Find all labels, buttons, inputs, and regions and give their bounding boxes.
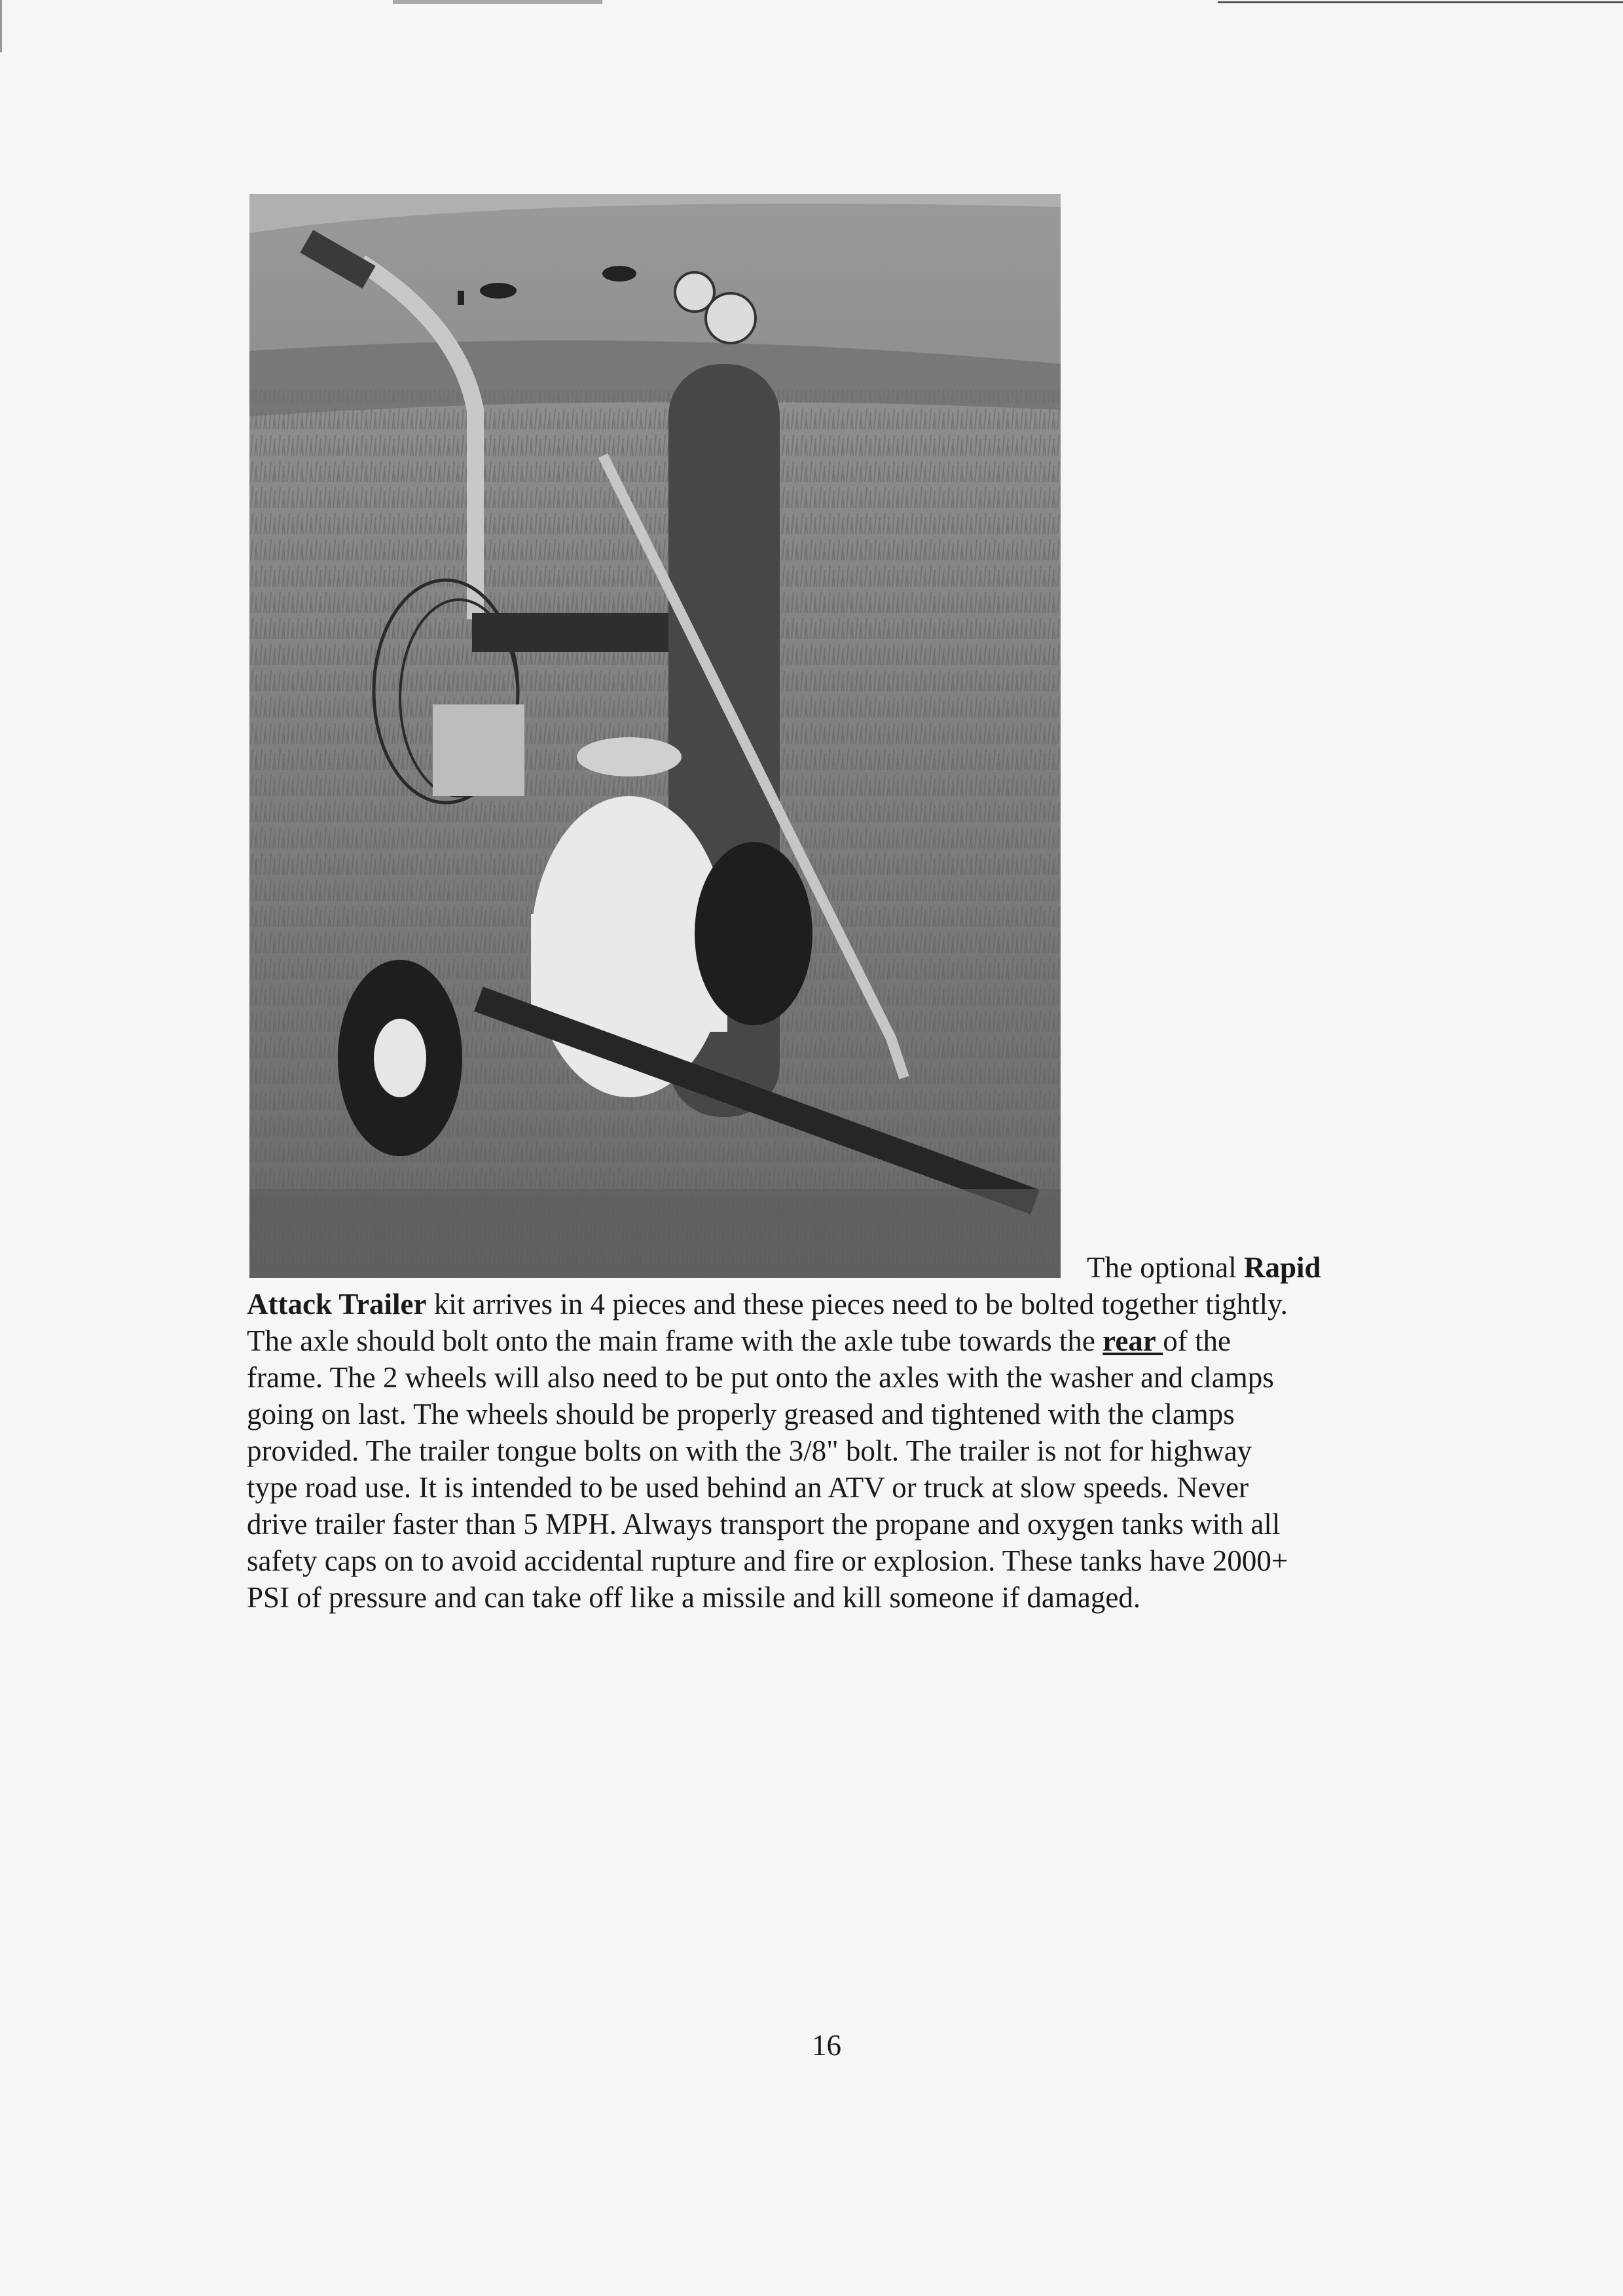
paragraph-line-2-end: of the bbox=[1163, 1324, 1231, 1357]
paragraph-line-5: provided. The trailer tongue bolts on with the 3/8" bolt. The trailer is not for highway bbox=[247, 1434, 1252, 1467]
paragraph-line-2-text: The axle should bolt onto the main frame with the axle tube towards the bbox=[247, 1324, 1103, 1357]
paragraph-line-8: safety caps on to avoid accidental rupture and fire or explosion. These tanks have 2000+ bbox=[247, 1544, 1288, 1577]
paragraph-line-3: frame. The 2 wheels will also need to be put onto the axles with the washer and clamps bbox=[247, 1361, 1274, 1394]
page-number: 16 bbox=[812, 2029, 841, 2062]
paragraph-line-0 bbox=[1087, 1249, 1506, 1286]
paragraph-line-1 bbox=[247, 1286, 1415, 1322]
paragraph-line-1-text: kit arrives in 4 pieces and these pieces need to be bolted together tightly. bbox=[426, 1288, 1288, 1321]
body-paragraph bbox=[247, 1286, 1415, 1616]
rapid-bold-text: Rapid bbox=[1243, 1251, 1321, 1284]
paragraph-line-4: going on last. The wheels should be properly greased and tightened with the clamps bbox=[247, 1398, 1235, 1430]
paragraph-line-0-text: The optional bbox=[1087, 1251, 1244, 1284]
paragraph-line-2 bbox=[247, 1322, 1415, 1359]
scan-edge-left bbox=[0, 0, 2, 52]
rear-underlined-text: rear bbox=[1103, 1324, 1163, 1357]
scan-line-top-right bbox=[1218, 1, 1623, 3]
paragraph-line-6: type road use. It is intended to be used behind an ATV or truck at slow speeds. Never bbox=[247, 1471, 1249, 1504]
attack-trailer-bold-text: Attack Trailer bbox=[247, 1288, 427, 1321]
paragraph-line-7: drive trailer faster than 5 MPH. Always transport the propane and oxygen tanks with all bbox=[247, 1508, 1281, 1540]
trailer-photo-icon bbox=[249, 194, 1061, 1278]
paragraph-line-9: PSI of pressure and can take off like a missile and kill someone if damaged. bbox=[247, 1581, 1141, 1614]
trailer-photo bbox=[249, 194, 1061, 1278]
scan-smudge-top bbox=[393, 0, 602, 4]
